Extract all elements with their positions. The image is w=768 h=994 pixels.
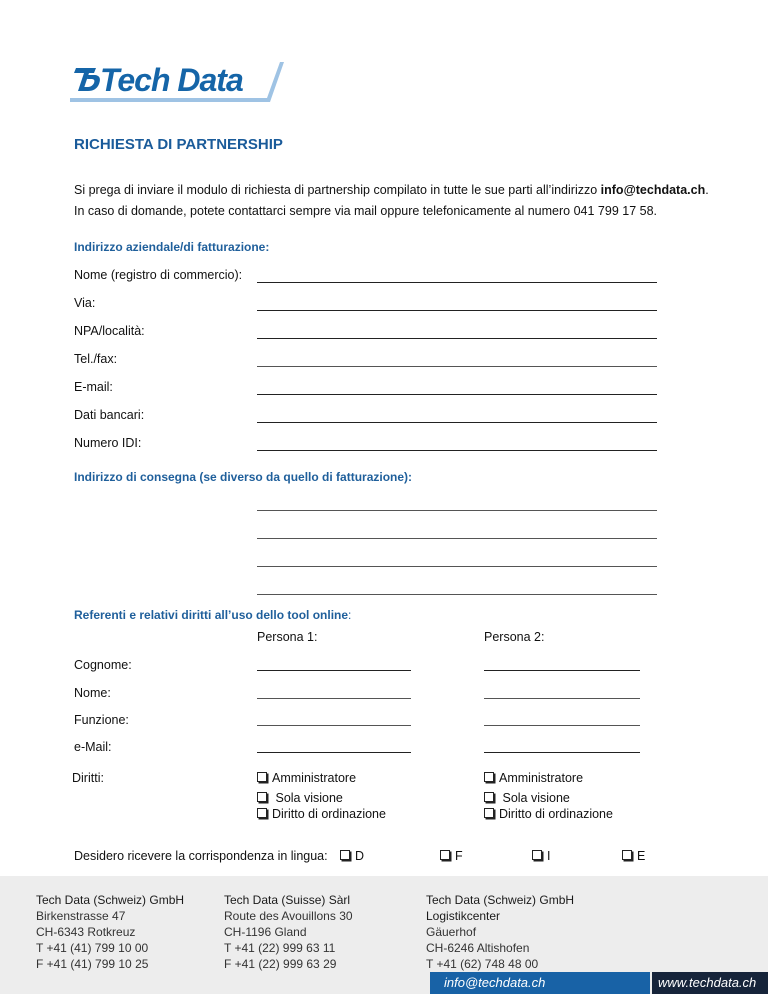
rights-label: Diritti:	[72, 771, 104, 785]
footer-street: Route des Avouillons 30	[224, 909, 353, 923]
street-input[interactable]	[257, 310, 657, 311]
page-title: RICHIESTA DI PARTNERSHIP	[74, 136, 283, 153]
logo-text: Tech Data	[100, 62, 243, 98]
language-option-f[interactable]	[440, 849, 463, 863]
footer-street: Birkenstrasse 47	[36, 909, 126, 923]
footer-phone: T +41 (62) 748 48 00	[426, 957, 539, 971]
footer-address-rotkreuz	[36, 892, 184, 972]
phone-fax-input[interactable]	[257, 366, 657, 367]
language-option-i[interactable]	[532, 849, 550, 863]
language-option-d[interactable]	[340, 849, 364, 863]
field-label-person-email: e-Mail:	[74, 740, 112, 754]
checkbox-icon	[440, 850, 450, 860]
footer-city: CH-6246 Altishofen	[426, 941, 530, 955]
p1-rights-order[interactable]	[257, 807, 386, 821]
field-label-name: Nome:	[74, 686, 111, 700]
footer-web-link[interactable]: www.techdata.ch	[652, 972, 768, 994]
person1-surname-input[interactable]	[257, 670, 411, 671]
p1-rights-admin[interactable]	[257, 771, 356, 785]
p2-rights-view[interactable]	[484, 791, 570, 805]
person2-role-input[interactable]	[484, 725, 640, 726]
checkbox-icon	[340, 850, 350, 860]
billing-heading: Indirizzo aziendale/di fatturazione:	[74, 240, 270, 254]
intro-text	[74, 180, 709, 222]
checkbox-icon	[257, 772, 267, 782]
person1-name-input[interactable]	[257, 698, 411, 699]
lang-d-label: D	[355, 849, 365, 863]
person1-email-input[interactable]	[257, 752, 411, 753]
p2-order-label: Diritto di ordinazione	[499, 807, 613, 821]
field-label-email: E-mail:	[74, 380, 113, 394]
checkbox-icon	[622, 850, 632, 860]
p2-view-label: Sola visione	[502, 791, 570, 805]
checkbox-icon	[484, 772, 494, 782]
footer-phone: T +41 (22) 999 63 11	[224, 941, 336, 955]
footer-fax: F +41 (22) 999 63 29	[224, 957, 337, 971]
language-option-e[interactable]	[622, 849, 645, 863]
delivery-heading: Indirizzo di consegna (se diverso da quello di fatturazione):	[74, 470, 413, 484]
checkbox-icon	[484, 808, 494, 818]
field-label-company-name: Nome (registro di commercio):	[74, 268, 243, 282]
field-label-phone-fax: Tel./fax:	[74, 352, 118, 366]
footer-company: Tech Data (Schweiz) GmbH	[36, 893, 185, 907]
company-name-input[interactable]	[257, 282, 657, 283]
footer-dept: Logistikcenter	[426, 909, 501, 923]
footer-phone: T +41 (41) 799 10 00	[36, 941, 149, 955]
person2-surname-input[interactable]	[484, 670, 640, 671]
person1-role-input[interactable]	[257, 725, 411, 726]
person2-header: Persona 2:	[484, 630, 545, 644]
p1-rights-view[interactable]	[257, 791, 343, 805]
delivery-line-3[interactable]	[257, 566, 657, 567]
language-label: Desidero ricevere la corrispondenza in lingua:	[74, 849, 328, 863]
p1-admin-label: Amministratore	[272, 771, 357, 785]
checkbox-icon	[257, 792, 267, 802]
contacts-heading-text: Referenti e relativi diritti all’uso dello tool online	[74, 608, 349, 622]
p1-order-label: Diritto di ordinazione	[272, 807, 386, 821]
footer-fax: F +41 (41) 799 10 25	[36, 957, 149, 971]
lang-f-label: F	[455, 849, 463, 863]
email-input[interactable]	[257, 394, 657, 395]
idi-input[interactable]	[257, 450, 657, 451]
contacts-heading-colon: :	[348, 608, 352, 622]
footer-city: CH-6343 Rotkreuz	[36, 925, 136, 939]
field-label-zip-city: NPA/località:	[74, 324, 145, 338]
field-label-street: Via:	[74, 296, 96, 310]
delivery-line-1[interactable]	[257, 510, 657, 511]
intro-line1: Si prega di inviare il modulo di richiesta di partnership compilato in tutte le sue parti all’indirizzo	[74, 183, 601, 197]
footer-address-gland	[224, 892, 353, 972]
field-label-surname: Cognome:	[74, 658, 132, 672]
zip-city-input[interactable]	[257, 338, 657, 339]
lang-e-label: E	[637, 849, 646, 863]
contacts-heading	[74, 608, 351, 622]
intro-line1-end: .	[705, 183, 709, 197]
field-label-idi: Numero IDI:	[74, 436, 142, 450]
lang-i-label: I	[547, 849, 551, 863]
delivery-line-2[interactable]	[257, 538, 657, 539]
person1-header: Persona 1:	[257, 630, 318, 644]
checkbox-icon	[257, 808, 267, 818]
footer-street: Gäuerhof	[426, 925, 477, 939]
field-label-role: Funzione:	[74, 713, 129, 727]
p2-rights-admin[interactable]	[484, 771, 583, 785]
field-label-bank: Dati bancari:	[74, 408, 145, 422]
p1-view-label: Sola visione	[275, 791, 343, 805]
intro-line2: In caso di domande, potete contattarci sempre via mail oppure telefonicamente al numero 041 799 17 58.	[74, 204, 657, 218]
footer-email-link[interactable]: info@techdata.ch	[430, 972, 650, 994]
contact-email[interactable]: info@techdata.ch	[600, 183, 706, 197]
footer-address-altishofen	[426, 892, 574, 972]
footer-company: Tech Data (Schweiz) GmbH	[426, 893, 575, 907]
bank-input[interactable]	[257, 422, 657, 423]
checkbox-icon	[484, 792, 494, 802]
person2-name-input[interactable]	[484, 698, 640, 699]
footer-city: CH-1196 Gland	[224, 925, 307, 939]
p2-rights-order[interactable]	[484, 807, 613, 821]
p2-admin-label: Amministratore	[499, 771, 584, 785]
footer-bar	[0, 972, 768, 994]
footer-company: Tech Data (Suisse) Sàrl	[224, 893, 351, 907]
delivery-line-4[interactable]	[257, 594, 657, 595]
person2-email-input[interactable]	[484, 752, 640, 753]
checkbox-icon	[532, 850, 542, 860]
tech-data-logo	[70, 58, 288, 108]
